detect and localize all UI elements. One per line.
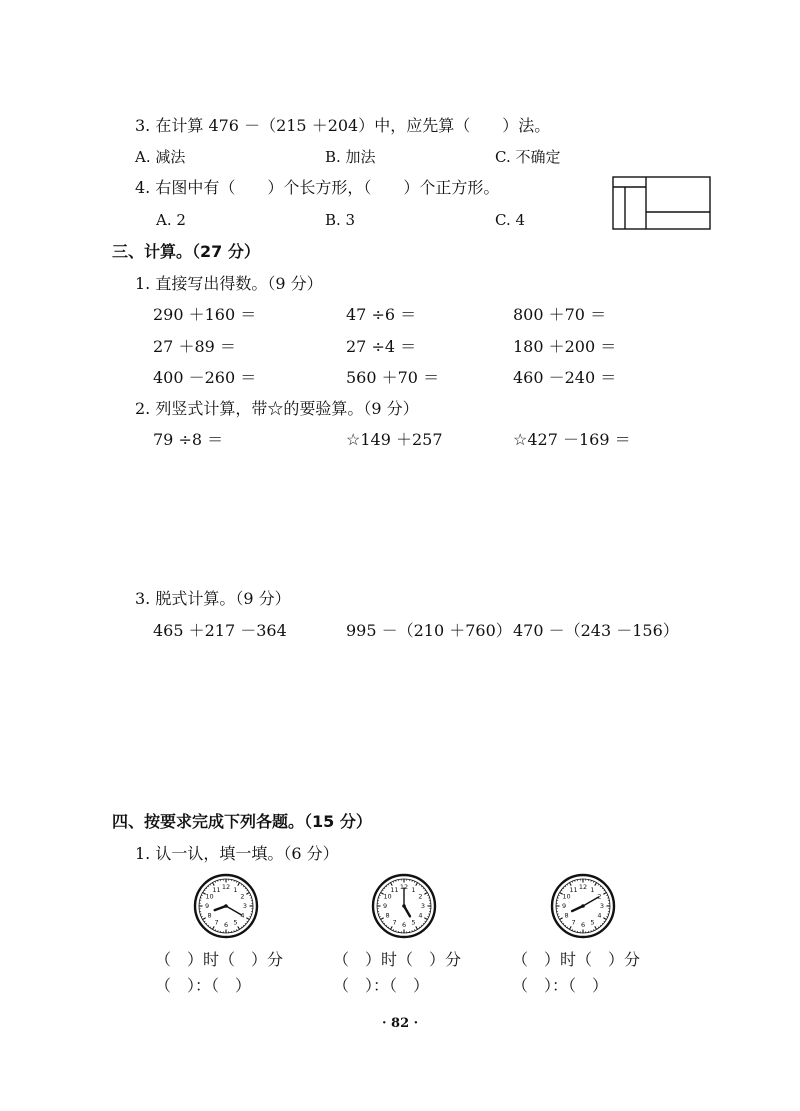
clock-numeral: 5: [590, 918, 595, 927]
mental-calc-item: 290 ＋160 ＝: [153, 305, 257, 324]
step-calc-item: 470 －（243 －156）: [513, 621, 679, 640]
clock-numeral: 9: [204, 902, 210, 911]
q4-option-c: C. 4: [495, 211, 526, 229]
mental-calc-item: 47 ÷6 ＝: [346, 305, 417, 324]
page-number: · 82 ·: [382, 1016, 419, 1031]
mental-calc-item: 560 ＋70 ＝: [346, 368, 440, 387]
rectangle-figure: [612, 175, 712, 233]
clock-numeral: 10: [383, 892, 392, 901]
clock-numeral: 4: [240, 911, 245, 920]
mental-calc-item: 800 ＋70 ＝: [513, 305, 607, 324]
clock-numeral: 12: [399, 883, 409, 892]
clock-numeral: 3: [420, 902, 426, 911]
clock-numeral: 5: [411, 918, 416, 927]
mental-calc-item: 27 ÷4 ＝: [346, 337, 417, 356]
clock-answer-time: （ ）时（ ）分: [333, 950, 462, 969]
vertical-calc-item: ☆149 ＋257: [346, 430, 443, 449]
step-calc-item: 995 －（210 ＋760）: [346, 621, 512, 640]
clock-numeral: 8: [385, 911, 390, 920]
q3-stem: 3. 在计算 476 －（215 ＋204）中，应先算（ ）法。: [135, 116, 551, 135]
step-calc-item: 465 ＋217 －364: [153, 621, 287, 640]
clock-answer-time: （ ）时（ ）分: [512, 950, 641, 969]
vertical-calc-item: 79 ÷8 ＝: [153, 430, 224, 449]
clock-numeral: 12: [578, 883, 588, 892]
clock-numeral: 6: [401, 921, 407, 930]
clock-numeral: 11: [569, 885, 578, 894]
clock-center-pin: [224, 904, 228, 908]
clock-numeral: 7: [214, 918, 219, 927]
mental-calc-item: 27 ＋89 ＝: [153, 337, 236, 356]
clock-numeral: 1: [411, 885, 416, 894]
part3-title: 3. 脱式计算。（9 分）: [135, 589, 291, 608]
mental-calc-item: 180 ＋200 ＝: [513, 337, 617, 356]
clock-numeral: 1: [590, 885, 595, 894]
vertical-calc-item: ☆427 －169 ＝: [513, 430, 631, 449]
clock-numeral: 9: [561, 902, 567, 911]
clock-numeral: 2: [597, 892, 602, 901]
clock-numeral: 3: [599, 902, 605, 911]
clock-numeral: 8: [207, 911, 212, 920]
q4-stem: 4. 右图中有（ ）个长方形，（ ）个正方形。: [135, 178, 500, 197]
clock-numeral: 8: [564, 911, 569, 920]
clock-face: [371, 873, 437, 939]
clock-numeral: 10: [562, 892, 571, 901]
clock-numeral: 6: [223, 921, 229, 930]
section-four-title: 四、按要求完成下列各题。（15 分）: [112, 812, 372, 831]
clock-numeral: 11: [390, 885, 399, 894]
section-four-part1-title: 1. 认一认，填一填。（6 分）: [135, 844, 339, 863]
q4-option-b: B. 3: [325, 211, 356, 229]
figure-outer-rect: [613, 177, 710, 229]
clock-numeral: 2: [418, 892, 423, 901]
q3-option-b: B. 加法: [325, 148, 376, 166]
clock-answer-time: （ ）时（ ）分: [155, 950, 284, 969]
clock-numeral: 5: [233, 918, 238, 927]
q3-option-c: C. 不确定: [495, 148, 561, 166]
clock-numeral: 3: [242, 902, 248, 911]
clock-numeral: 7: [571, 918, 576, 927]
clock-numeral: 2: [240, 892, 245, 901]
clock-numeral: 9: [382, 902, 388, 911]
mental-calc-item: 400 －260 ＝: [153, 368, 257, 387]
q4-option-a: A. 2: [156, 211, 186, 229]
part2-title: 2. 列竖式计算，带☆的要验算。（9 分）: [135, 399, 419, 418]
clock-numeral: 7: [392, 918, 397, 927]
clock-face: [550, 873, 616, 939]
clock-center-pin: [402, 904, 406, 908]
part1-title: 1. 直接写出得数。（9 分）: [135, 274, 323, 293]
clock-answer-digital: （ ）：（ ）: [333, 976, 430, 995]
section-three-title: 三、计算。（27 分）: [112, 242, 260, 261]
clock-face: [193, 873, 259, 939]
clock-numeral: 6: [580, 921, 586, 930]
clock-numeral: 12: [221, 883, 231, 892]
clock-answer-digital: （ ）：（ ）: [512, 976, 609, 995]
clock-answer-digital: （ ）：（ ）: [155, 976, 252, 995]
clock-numeral: 11: [212, 885, 221, 894]
q3-option-a: A. 减法: [135, 148, 186, 166]
clock-center-pin: [581, 904, 585, 908]
mental-calc-item: 460 －240 ＝: [513, 368, 617, 387]
clock-numeral: 1: [233, 885, 238, 894]
clock-numeral: 4: [418, 911, 423, 920]
clock-numeral: 10: [205, 892, 214, 901]
clock-numeral: 4: [597, 911, 602, 920]
